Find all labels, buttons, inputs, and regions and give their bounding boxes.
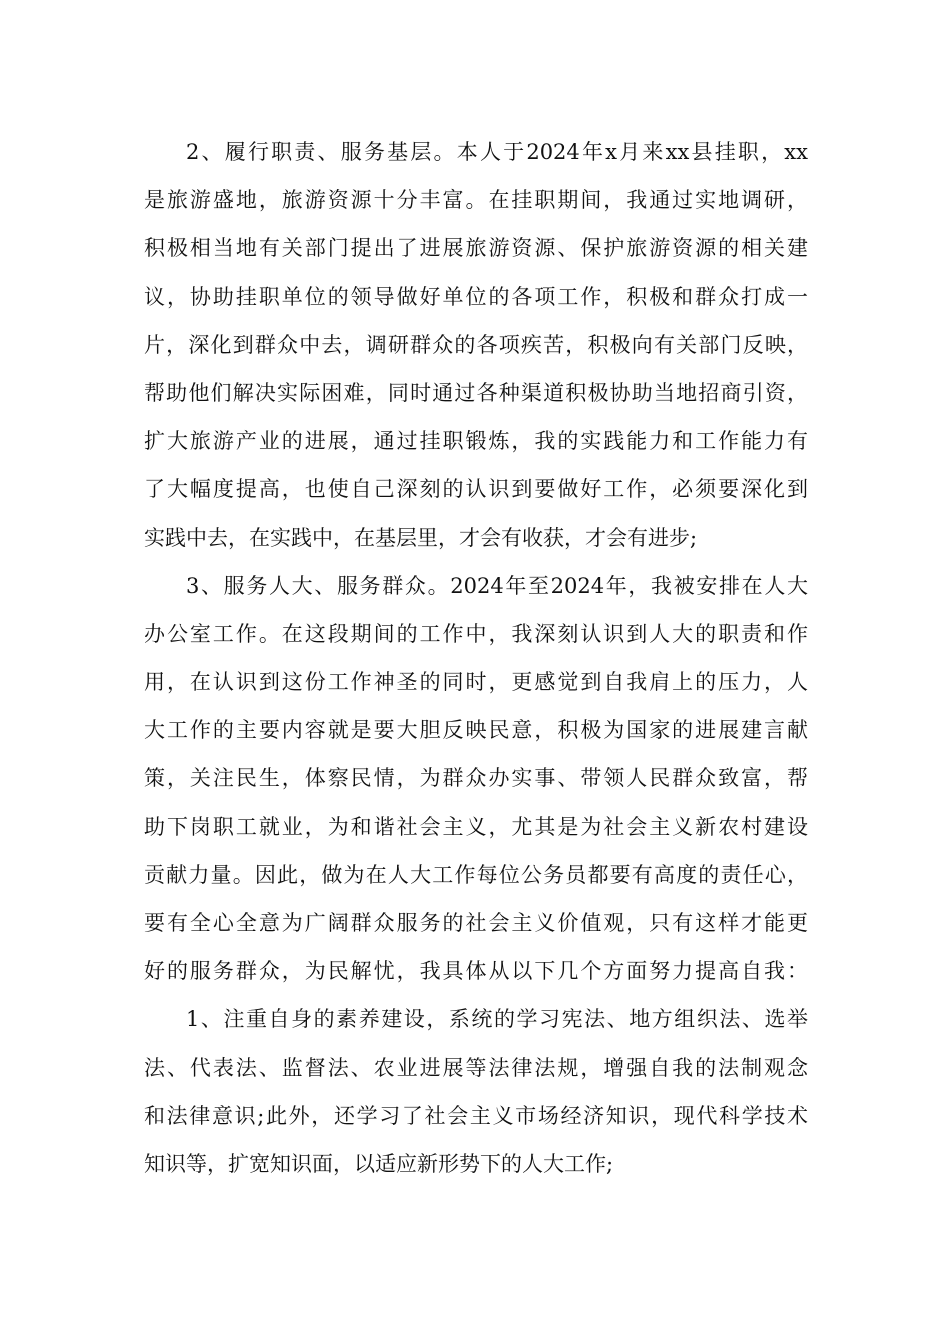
- paragraph-2-grassroots-service: [144, 128, 808, 562]
- text-line: 用，在认识到这份工作神圣的同时，更感觉到自我肩上的压力，人: [144, 670, 808, 695]
- text-line: 知识等，扩宽知识面，以适应新形势下的人大工作;: [144, 1151, 614, 1176]
- text-line: 和法律意识;此外，还学习了社会主义市场经济知识，现代科学技术: [144, 1103, 808, 1128]
- text-line: 好的服务群众，为民解忧，我具体从以下几个方面努力提高自我：: [144, 959, 808, 984]
- text-line: 是旅游盛地，旅游资源十分丰富。在挂职期间，我通过实地调研，: [144, 188, 808, 213]
- text-line: 2、履行职责、服务基层。本人于2024年x月来xx县挂职，xx: [186, 140, 808, 164]
- paragraph-3-serve-npc: [144, 562, 808, 996]
- text-line: 议，协助挂职单位的领导做好单位的各项工作，积极和群众打成一: [144, 284, 808, 309]
- text-line: 贡献力量。因此，做为在人大工作每位公务员都要有高度的责任心，: [144, 862, 808, 887]
- text-line: 扩大旅游产业的进展，通过挂职锻炼，我的实践能力和工作能力有: [144, 429, 808, 454]
- text-line: 大工作的主要内容就是要大胆反映民意，积极为国家的进展建言献: [144, 718, 808, 743]
- text-line: 片，深化到群众中去，调研群众的各项疾苦，积极向有关部门反映，: [144, 332, 808, 357]
- text-line: 法、代表法、监督法、农业进展等法律法规，增强自我的法制观念: [144, 1055, 808, 1080]
- paragraph-1-self-cultivation: [144, 995, 808, 1188]
- text-line: 要有全心全意为广阔群众服务的社会主义价值观，只有这样才能更: [144, 911, 808, 935]
- text-line: 办公室工作。在这段期间的工作中，我深刻认识到人大的职责和作: [144, 621, 808, 646]
- text-line: 帮助他们解决实际困难，同时通过各种渠道积极协助当地招商引资，: [144, 380, 808, 405]
- text-line: 3、服务人大、服务群众。2024年至2024年，我被安排在人大: [186, 573, 808, 598]
- text-line: 策，关注民生，体察民情，为群众办实事、带领人民群众致富，帮: [144, 766, 808, 791]
- text-line: 实践中去，在实践中，在基层里，才会有收获，才会有进步;: [144, 525, 698, 550]
- text-line: 1、注重自身的素养建设，系统的学习宪法、地方组织法、选举: [186, 1007, 808, 1032]
- text-line: 了大幅度提高，也使自己深刻的认识到要做好工作，必须要深化到: [144, 477, 808, 502]
- text-line: 助下岗职工就业，为和谐社会主义，尤其是为社会主义新农村建设: [144, 814, 808, 839]
- text-line: 积极相当地有关部门提出了进展旅游资源、保护旅游资源的相关建: [144, 236, 808, 261]
- document-page: [144, 128, 808, 1188]
